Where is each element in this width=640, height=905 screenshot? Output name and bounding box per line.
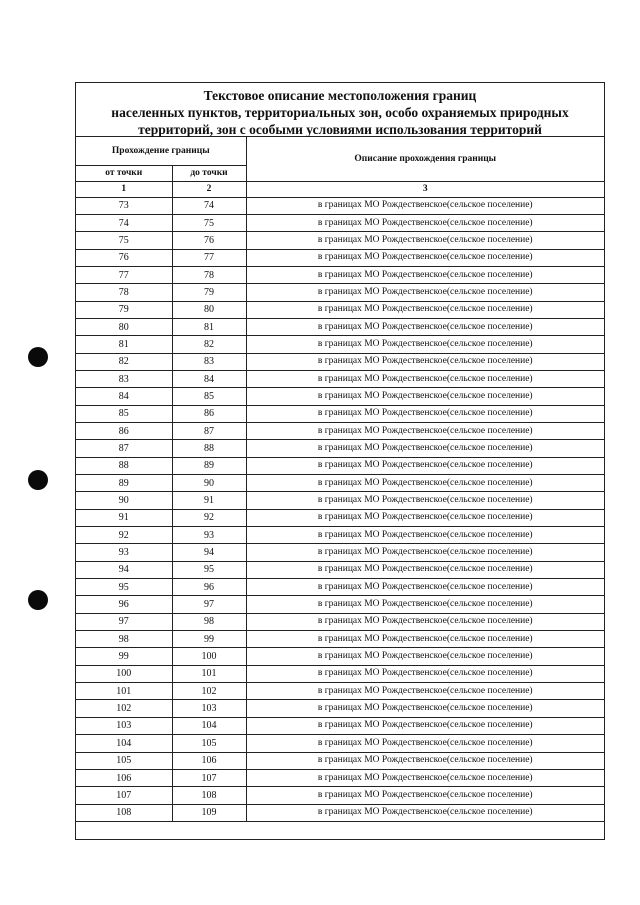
to-point-cell: 109 xyxy=(172,804,246,821)
document-title xyxy=(76,83,604,137)
from-point-cell: 92 xyxy=(76,527,172,544)
to-point-cell: 98 xyxy=(172,613,246,630)
to-point-cell: 108 xyxy=(172,787,246,804)
binder-hole xyxy=(28,347,48,367)
table-row xyxy=(76,318,604,335)
to-point-cell: 87 xyxy=(172,422,246,439)
table-row xyxy=(76,769,604,786)
description-cell: в границах МО Рождественское(сельское поселение) xyxy=(246,457,604,474)
description-cell: в границах МО Рождественское(сельское поселение) xyxy=(246,700,604,717)
table-row xyxy=(76,665,604,682)
header-to-point: до точки xyxy=(172,165,246,181)
from-point-cell: 107 xyxy=(76,787,172,804)
table-body xyxy=(76,197,604,821)
to-point-cell: 88 xyxy=(172,440,246,457)
to-point-cell: 106 xyxy=(172,752,246,769)
from-point-cell: 91 xyxy=(76,509,172,526)
from-point-cell: 104 xyxy=(76,735,172,752)
from-point-cell: 90 xyxy=(76,492,172,509)
description-cell: в границах МО Рождественское(сельское поселение) xyxy=(246,249,604,266)
description-cell: в границах МО Рождественское(сельское поселение) xyxy=(246,475,604,492)
table-row xyxy=(76,370,604,387)
binder-hole xyxy=(28,470,48,490)
to-point-cell: 80 xyxy=(172,301,246,318)
from-point-cell: 76 xyxy=(76,249,172,266)
from-point-cell: 73 xyxy=(76,197,172,214)
table-row xyxy=(76,492,604,509)
from-point-cell: 79 xyxy=(76,301,172,318)
table-row xyxy=(76,232,604,249)
description-cell: в границах МО Рождественское(сельское поселение) xyxy=(246,509,604,526)
column-number: 1 xyxy=(76,181,172,197)
table-row xyxy=(76,596,604,613)
to-point-cell: 74 xyxy=(172,197,246,214)
description-cell: в границах МО Рождественское(сельское поселение) xyxy=(246,353,604,370)
description-cell: в границах МО Рождественское(сельское поселение) xyxy=(246,544,604,561)
to-point-cell: 79 xyxy=(172,284,246,301)
description-cell: в границах МО Рождественское(сельское поселение) xyxy=(246,422,604,439)
table-row xyxy=(76,735,604,752)
from-point-cell: 94 xyxy=(76,561,172,578)
to-point-cell: 97 xyxy=(172,596,246,613)
description-cell: в границах МО Рождественское(сельское поселение) xyxy=(246,197,604,214)
table-row xyxy=(76,717,604,734)
to-point-cell: 86 xyxy=(172,405,246,422)
from-point-cell: 78 xyxy=(76,284,172,301)
description-cell: в границах МО Рождественское(сельское поселение) xyxy=(246,735,604,752)
description-cell: в границах МО Рождественское(сельское поселение) xyxy=(246,318,604,335)
document-frame xyxy=(75,82,605,840)
table-row xyxy=(76,249,604,266)
title-line: населенных пунктов, территориальных зон, особо охраняемых природных xyxy=(111,105,569,120)
to-point-cell: 76 xyxy=(172,232,246,249)
from-point-cell: 100 xyxy=(76,665,172,682)
to-point-cell: 107 xyxy=(172,769,246,786)
from-point-cell: 106 xyxy=(76,769,172,786)
table-row xyxy=(76,752,604,769)
description-cell: в границах МО Рождественское(сельское поселение) xyxy=(246,665,604,682)
from-point-cell: 82 xyxy=(76,353,172,370)
to-point-cell: 90 xyxy=(172,475,246,492)
from-point-cell: 88 xyxy=(76,457,172,474)
description-cell: в границах МО Рождественское(сельское поселение) xyxy=(246,683,604,700)
to-point-cell: 82 xyxy=(172,336,246,353)
to-point-cell: 83 xyxy=(172,353,246,370)
column-number: 3 xyxy=(246,181,604,197)
column-number: 2 xyxy=(172,181,246,197)
description-cell: в границах МО Рождественское(сельское поселение) xyxy=(246,787,604,804)
from-point-cell: 81 xyxy=(76,336,172,353)
table-row xyxy=(76,700,604,717)
table-row xyxy=(76,197,604,214)
from-point-cell: 99 xyxy=(76,648,172,665)
to-point-cell: 96 xyxy=(172,579,246,596)
table-row xyxy=(76,284,604,301)
table-row xyxy=(76,475,604,492)
table-row xyxy=(76,613,604,630)
table-row xyxy=(76,214,604,231)
description-cell: в границах МО Рождественское(сельское поселение) xyxy=(246,752,604,769)
from-point-cell: 89 xyxy=(76,475,172,492)
to-point-cell: 81 xyxy=(172,318,246,335)
description-cell: в границах МО Рождественское(сельское поселение) xyxy=(246,440,604,457)
from-point-cell: 97 xyxy=(76,613,172,630)
title-line: Текстовое описание местоположения границ xyxy=(203,88,477,103)
description-cell: в границах МО Рождественское(сельское поселение) xyxy=(246,613,604,630)
to-point-cell: 89 xyxy=(172,457,246,474)
from-point-cell: 102 xyxy=(76,700,172,717)
to-point-cell: 105 xyxy=(172,735,246,752)
description-cell: в границах МО Рождественское(сельское поселение) xyxy=(246,527,604,544)
description-cell: в границах МО Рождественское(сельское поселение) xyxy=(246,405,604,422)
binder-hole xyxy=(28,590,48,610)
from-point-cell: 103 xyxy=(76,717,172,734)
table-row xyxy=(76,804,604,821)
from-point-cell: 75 xyxy=(76,232,172,249)
to-point-cell: 94 xyxy=(172,544,246,561)
from-point-cell: 86 xyxy=(76,422,172,439)
header-from-point: от точки xyxy=(76,165,172,181)
table-row xyxy=(76,509,604,526)
table-row xyxy=(76,561,604,578)
table-row xyxy=(76,301,604,318)
description-cell: в границах МО Рождественское(сельское поселение) xyxy=(246,579,604,596)
header-description: Описание прохождения границы xyxy=(246,137,604,181)
description-cell: в границах МО Рождественское(сельское поселение) xyxy=(246,561,604,578)
table-row xyxy=(76,422,604,439)
description-cell: в границах МО Рождественское(сельское поселение) xyxy=(246,769,604,786)
description-cell: в границах МО Рождественское(сельское поселение) xyxy=(246,648,604,665)
to-point-cell: 95 xyxy=(172,561,246,578)
to-point-cell: 85 xyxy=(172,388,246,405)
to-point-cell: 91 xyxy=(172,492,246,509)
description-cell: в границах МО Рождественское(сельское поселение) xyxy=(246,717,604,734)
description-cell: в границах МО Рождественское(сельское поселение) xyxy=(246,492,604,509)
table-row xyxy=(76,405,604,422)
from-point-cell: 105 xyxy=(76,752,172,769)
from-point-cell: 84 xyxy=(76,388,172,405)
table-row xyxy=(76,440,604,457)
from-point-cell: 77 xyxy=(76,266,172,283)
description-cell: в границах МО Рождественское(сельское поселение) xyxy=(246,266,604,283)
from-point-cell: 101 xyxy=(76,683,172,700)
table-row xyxy=(76,579,604,596)
description-cell: в границах МО Рождественское(сельское поселение) xyxy=(246,301,604,318)
description-cell: в границах МО Рождественское(сельское поселение) xyxy=(246,232,604,249)
to-point-cell: 99 xyxy=(172,631,246,648)
table-row xyxy=(76,388,604,405)
description-cell: в границах МО Рождественское(сельское поселение) xyxy=(246,804,604,821)
from-point-cell: 98 xyxy=(76,631,172,648)
description-cell: в границах МО Рождественское(сельское поселение) xyxy=(246,214,604,231)
to-point-cell: 101 xyxy=(172,665,246,682)
from-point-cell: 80 xyxy=(76,318,172,335)
to-point-cell: 75 xyxy=(172,214,246,231)
to-point-cell: 77 xyxy=(172,249,246,266)
to-point-cell: 100 xyxy=(172,648,246,665)
from-point-cell: 87 xyxy=(76,440,172,457)
title-line: территорий, зон с особыми условиями использования территорий xyxy=(138,122,542,137)
from-point-cell: 93 xyxy=(76,544,172,561)
table-row xyxy=(76,353,604,370)
table-row xyxy=(76,631,604,648)
table-row xyxy=(76,527,604,544)
from-point-cell: 85 xyxy=(76,405,172,422)
description-cell: в границах МО Рождественское(сельское поселение) xyxy=(246,631,604,648)
table-row xyxy=(76,336,604,353)
description-cell: в границах МО Рождественское(сельское поселение) xyxy=(246,284,604,301)
header-passage: Прохождение границы xyxy=(76,137,246,165)
table-row xyxy=(76,457,604,474)
to-point-cell: 102 xyxy=(172,683,246,700)
table-row xyxy=(76,683,604,700)
to-point-cell: 92 xyxy=(172,509,246,526)
table-row xyxy=(76,266,604,283)
to-point-cell: 103 xyxy=(172,700,246,717)
to-point-cell: 84 xyxy=(172,370,246,387)
from-point-cell: 83 xyxy=(76,370,172,387)
description-cell: в границах МО Рождественское(сельское поселение) xyxy=(246,388,604,405)
description-cell: в границах МО Рождественское(сельское поселение) xyxy=(246,336,604,353)
from-point-cell: 96 xyxy=(76,596,172,613)
to-point-cell: 78 xyxy=(172,266,246,283)
description-cell: в границах МО Рождественское(сельское поселение) xyxy=(246,596,604,613)
from-point-cell: 95 xyxy=(76,579,172,596)
table-row xyxy=(76,787,604,804)
table-row xyxy=(76,648,604,665)
table-row xyxy=(76,544,604,561)
boundary-table xyxy=(76,137,604,822)
to-point-cell: 104 xyxy=(172,717,246,734)
from-point-cell: 74 xyxy=(76,214,172,231)
description-cell: в границах МО Рождественское(сельское поселение) xyxy=(246,370,604,387)
from-point-cell: 108 xyxy=(76,804,172,821)
to-point-cell: 93 xyxy=(172,527,246,544)
